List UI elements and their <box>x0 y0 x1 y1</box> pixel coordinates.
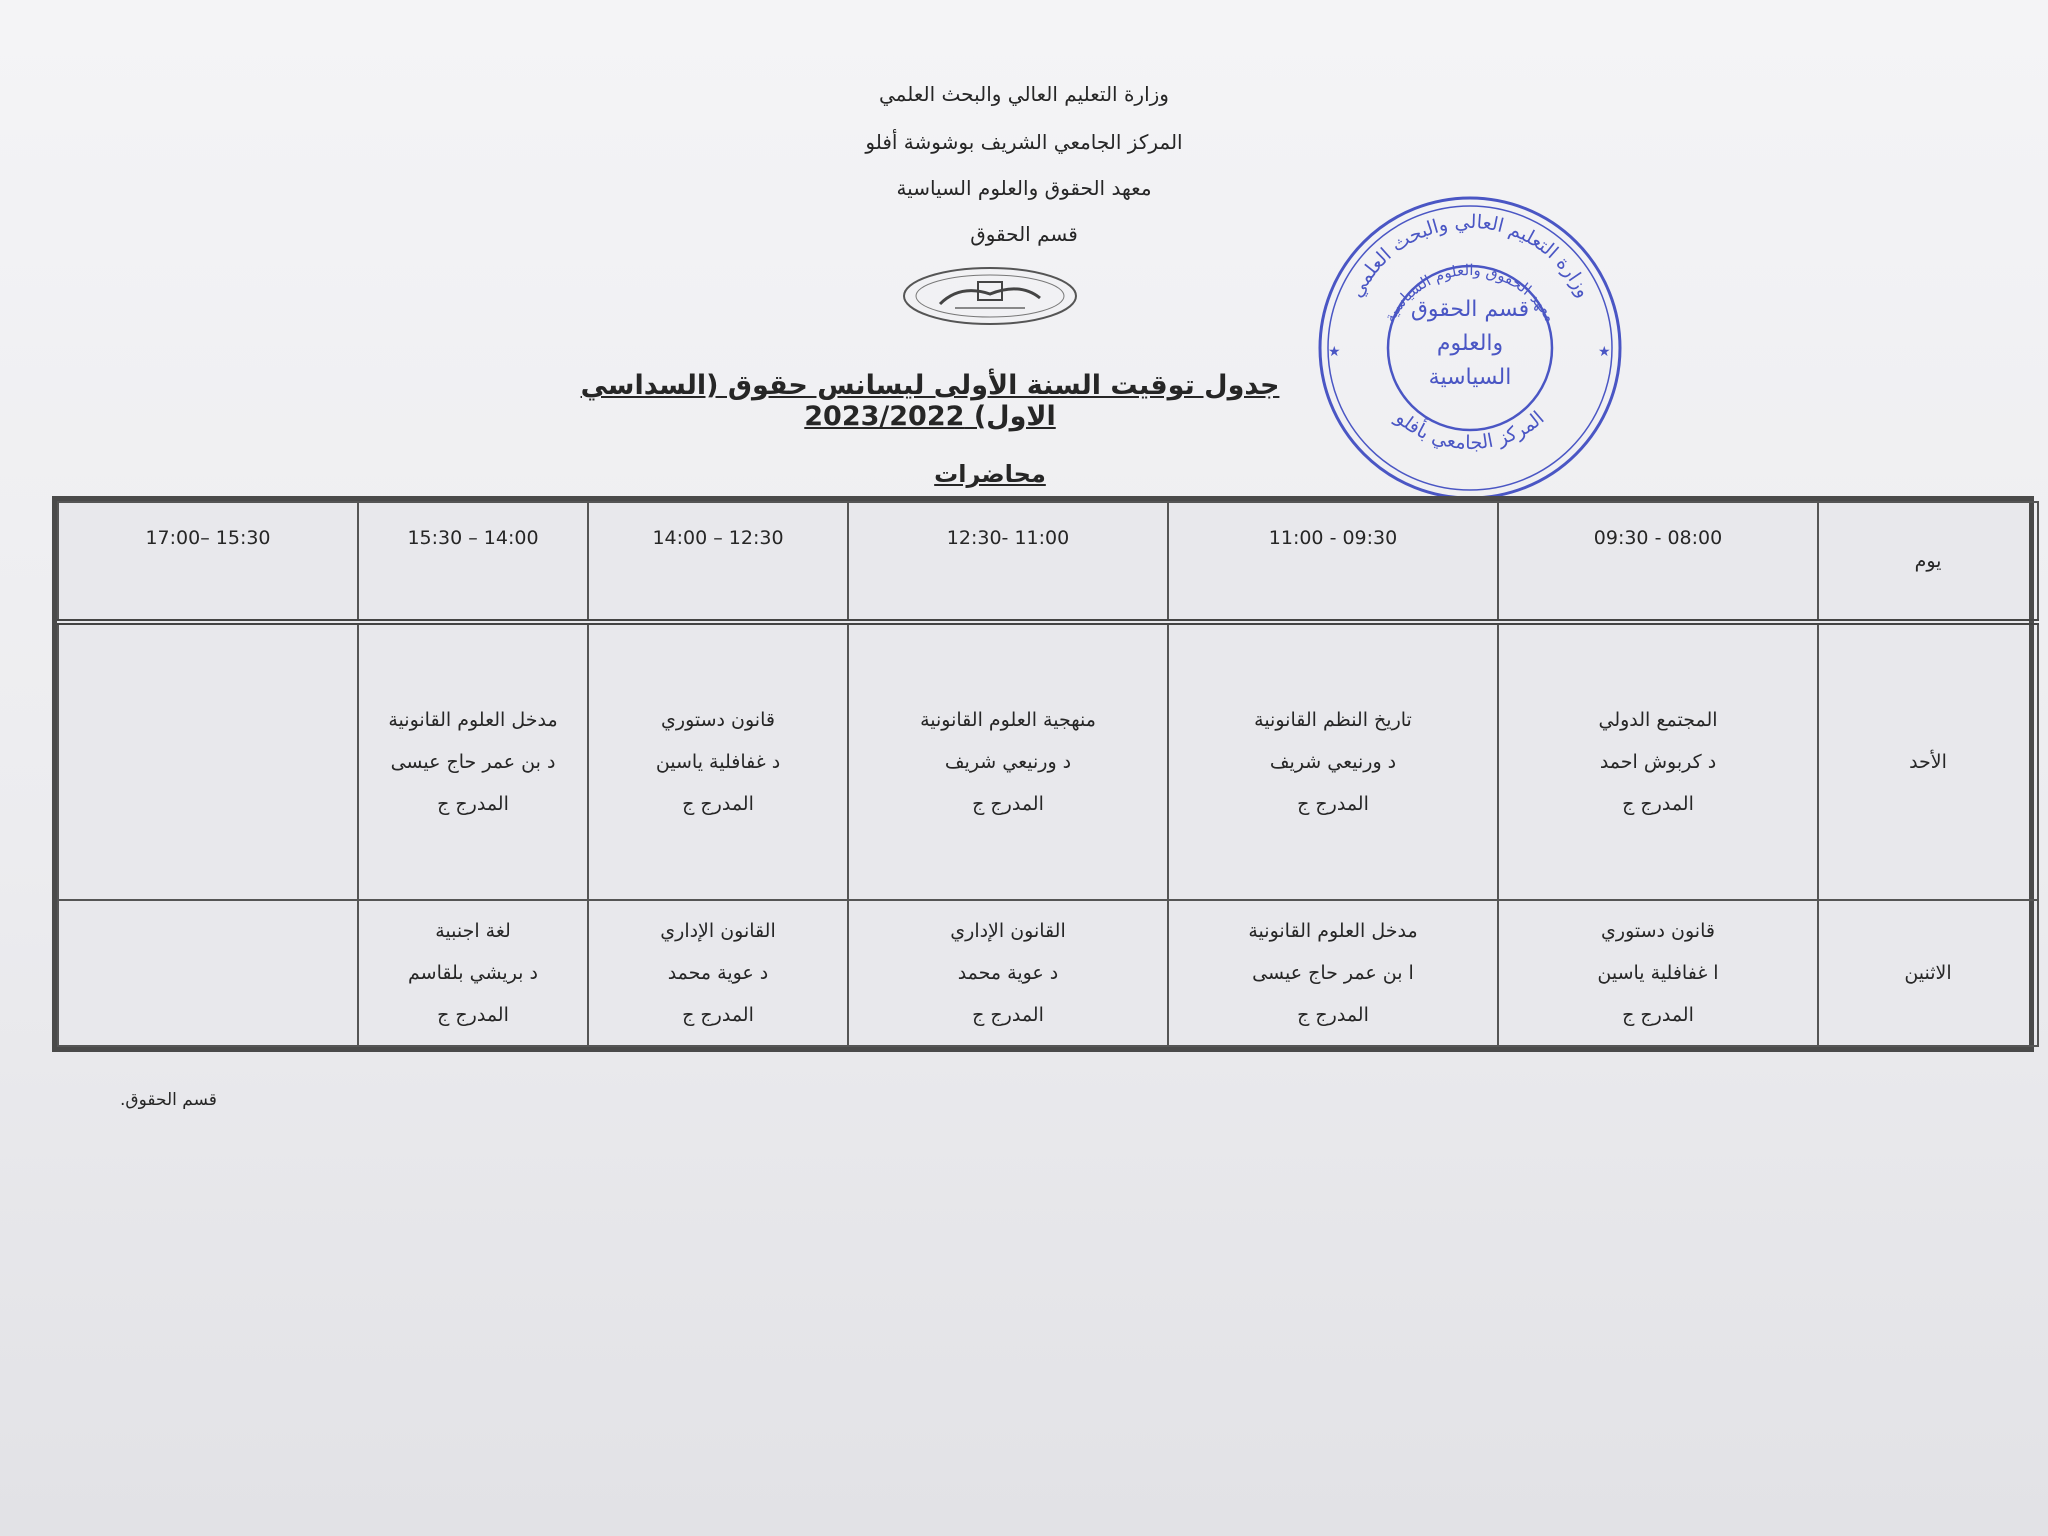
course-name: منهجية العلوم القانونية <box>920 708 1096 731</box>
course-cell <box>358 900 588 1046</box>
time-slot-header: 12:30 – 14:00 <box>588 502 848 622</box>
course-name: القانون الإداري <box>950 919 1066 942</box>
room-name: المدرج ج <box>682 1003 754 1026</box>
course-name: المجتمع الدولي <box>1598 708 1718 731</box>
instructor-name: د كربوش احمد <box>1599 750 1717 773</box>
course-cell <box>588 900 848 1046</box>
course-name: مدخل العلوم القانونية <box>1248 919 1418 942</box>
time-slot-header: 08:00 - 09:30 <box>1498 502 1818 622</box>
table-row <box>58 900 2038 1046</box>
day-header <box>1818 502 2038 622</box>
course-cell <box>358 622 588 900</box>
course-name: قانون دستوري <box>1601 919 1715 942</box>
course-name: مدخل العلوم القانونية <box>388 708 558 731</box>
course-cell <box>1498 900 1818 1046</box>
course-cell <box>588 622 848 900</box>
university-line: المركز الجامعي الشريف بوشوشة أفلو <box>865 130 1183 154</box>
time-slot-header: 14:00 – 15:30 <box>358 502 588 622</box>
room-name: المدرج ج <box>682 792 754 815</box>
time-slot-header: 09:30 - 11:00 <box>1168 502 1498 622</box>
room-name: المدرج ج <box>437 792 509 815</box>
stamp-center-line-2: والعلوم <box>1436 331 1504 356</box>
time-slot-header: 15:30 –17:00 <box>58 502 358 622</box>
day-cell: الأحد <box>1818 622 2038 900</box>
empty-cell <box>58 622 358 900</box>
institute-line: معهد الحقوق والعلوم السياسية <box>896 176 1152 200</box>
course-name: قانون دستوري <box>661 708 775 731</box>
stamp-center-line-3: السياسية <box>1428 365 1512 390</box>
course-name: تاريخ النظم القانونية <box>1254 708 1412 731</box>
time-slot-header: 11:00 -12:30 <box>848 502 1168 622</box>
instructor-name: د بريشي بلقاسم <box>408 961 538 984</box>
room-name: المدرج ج <box>1297 1003 1369 1026</box>
stamp-star-icon: ★ <box>1598 344 1611 360</box>
stamp-center-line-1: قسم الحقوق <box>1410 297 1530 322</box>
course-cell <box>1168 900 1498 1046</box>
instructor-name: ا بن عمر حاج عيسى <box>1252 961 1414 984</box>
footer-note: قسم الحقوق. <box>120 1090 217 1110</box>
day-cell: الاثنين <box>1818 900 2038 1046</box>
stamp-outer-bottom-text: المركز الجامعي بأفلو <box>1391 406 1549 455</box>
stamp-star-icon: ★ <box>1328 344 1341 360</box>
room-name: المدرج ج <box>972 792 1044 815</box>
room-name: المدرج ج <box>437 1003 509 1026</box>
document-title: جدول توقيت السنة الأولى ليسانس حقوق (السداسي الاول) 2023/2022 <box>580 370 1280 432</box>
section-subtitle: محاضرات <box>934 460 1046 488</box>
timetable-grid <box>57 501 2039 1047</box>
university-logo-icon <box>900 264 1080 328</box>
instructor-name: د عوية محمد <box>667 961 769 984</box>
instructor-name: د غفافلية ياسين <box>655 750 781 773</box>
ministry-line: وزارة التعليم العالي والبحث العلمي <box>879 82 1169 106</box>
room-name: المدرج ج <box>1297 792 1369 815</box>
instructor-name: د بن عمر حاج عيسى <box>390 750 556 773</box>
department-line: قسم الحقوق <box>970 222 1078 246</box>
instructor-name: د ورنيعي شريف <box>944 750 1072 773</box>
instructor-name: د عوية محمد <box>957 961 1059 984</box>
course-name: لغة اجنبية <box>435 919 511 942</box>
stamp-outer-top-text: وزارة التعليم العالي والبحث العلمي <box>1345 210 1595 302</box>
empty-cell <box>58 900 358 1046</box>
official-stamp <box>1310 188 1630 508</box>
timetable <box>52 496 2034 1052</box>
header-row <box>58 502 2038 622</box>
room-name: المدرج ج <box>1622 1003 1694 1026</box>
course-cell <box>848 622 1168 900</box>
course-cell <box>1498 622 1818 900</box>
day-header-label: يوم <box>1914 550 1942 572</box>
room-name: المدرج ج <box>972 1003 1044 1026</box>
room-name: المدرج ج <box>1622 792 1694 815</box>
course-cell <box>848 900 1168 1046</box>
instructor-name: ا غفافلية ياسين <box>1597 961 1719 984</box>
course-cell <box>1168 622 1498 900</box>
course-name: القانون الإداري <box>660 919 776 942</box>
table-row <box>58 622 2038 900</box>
instructor-name: د ورنيعي شريف <box>1269 750 1397 773</box>
stamp-inner-text: معهد الحقوق والعلوم السياسية <box>1380 261 1560 326</box>
